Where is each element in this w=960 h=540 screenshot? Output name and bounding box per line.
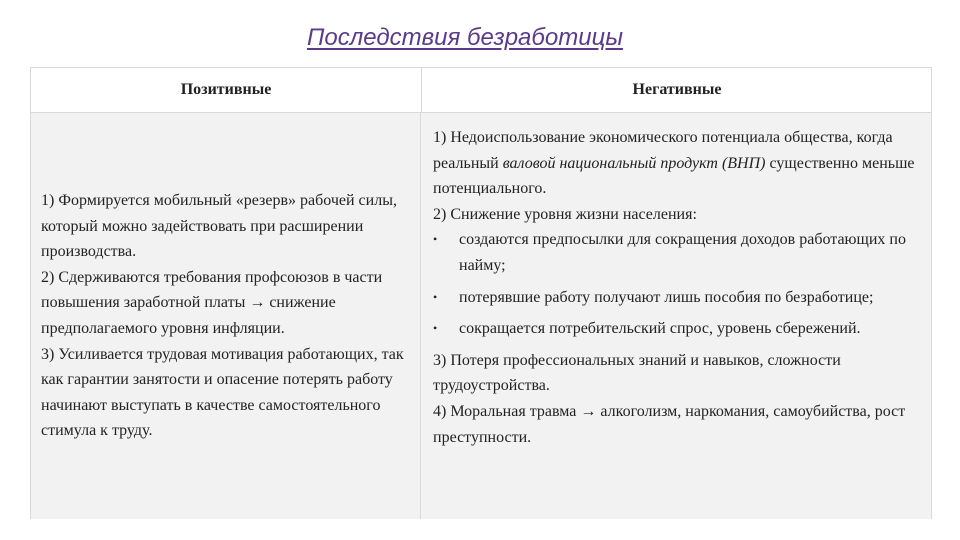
bullet-text: потерявшие работу получают лишь пособия по безработице; [459, 288, 874, 306]
negative-cell [421, 113, 931, 519]
consequences-table [30, 67, 932, 519]
positive-item-1: 1) Формируется мобильный «резерв» рабочей силы, который можно задействовать при расширении производства. [41, 192, 397, 261]
living-standard-bullets [433, 227, 921, 341]
header-negative: Негативные [632, 81, 722, 98]
list-item [433, 227, 921, 278]
header-positive: Позитивные [31, 68, 422, 112]
bullet-icon: • [433, 321, 438, 336]
negative-item-1-text-b: существенно меньше потенциального. [433, 154, 915, 198]
gnp-term: валовой национальный продукт (ВНП) [502, 154, 766, 172]
list-item [433, 285, 921, 311]
bullet-icon: • [433, 232, 438, 247]
negative-item-1-text-a: 1) Недоиспользование экономического потенциала общества, когда реальный [433, 129, 893, 172]
negative-item-1 [433, 125, 921, 202]
slide-title: Последствия безработицы [307, 24, 623, 51]
negative-item-3: 3) Потеря профессиональных знаний и навыков, сложности трудоустройства. [433, 351, 841, 395]
table-header-row [31, 68, 931, 113]
bullet-text: сокращается потребительский спрос, уровень сбережений. [459, 320, 861, 338]
positive-cell [31, 113, 421, 519]
bullet-icon: • [433, 289, 438, 304]
negative-item-2: 2) Снижение уровня жизни населения: [433, 205, 697, 223]
list-item [433, 316, 921, 342]
positive-item-2: 2) Сдерживаются требования профсоюзов в части повышения заработной платы → снижение предполагаемого уровня инфляции. [41, 268, 383, 337]
table-body-row [31, 113, 931, 519]
negative-item-4: 4) Моральная травма → алкоголизм, наркомания, самоубийства, рост преступности. [433, 402, 906, 446]
positive-item-3: 3) Усиливается трудовая мотивация работающих, так как гарантии занятости и опасение потерять работу начинают выступать в качестве самостоятельного стимула к труду. [41, 345, 404, 440]
bullet-text: создаются предпосылки для сокращения доходов работающих по найму; [459, 231, 906, 274]
